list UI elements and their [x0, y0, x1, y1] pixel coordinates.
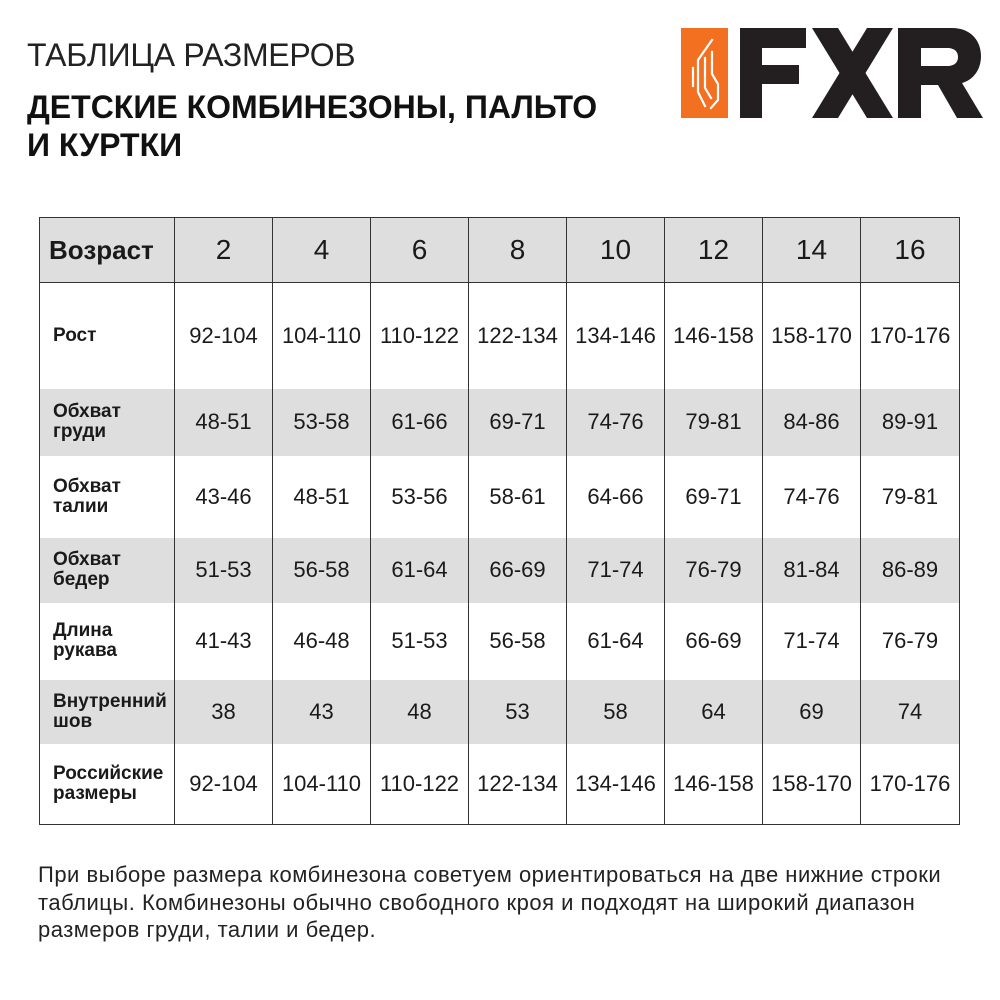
- table-cell: 79-81: [665, 389, 763, 456]
- note-line: таблицы. Комбинезоны обычно свободного кроя и подходят на широкий диапазон: [38, 889, 916, 915]
- fxr-wordmark: [740, 28, 983, 118]
- row-waist-girth: [40, 456, 960, 538]
- row-sleeve-length: [40, 603, 960, 680]
- note-line: При выборе размера комбинезона советуем ориентироваться на две нижние строки: [38, 862, 942, 887]
- table-cell: 56-58: [469, 603, 567, 680]
- table-cell: 53-58: [273, 389, 371, 456]
- table-cell: 158-170: [763, 283, 861, 389]
- row-label-text: Внутренний шов: [53, 690, 167, 732]
- table-cell: 170-176: [861, 744, 960, 825]
- table-cell: 41-43: [175, 603, 273, 680]
- table-cell: 74-76: [567, 389, 665, 456]
- table-cell: 38: [175, 680, 273, 744]
- table-cell: 74: [861, 680, 960, 744]
- age-column-header: 6: [371, 218, 469, 283]
- row-chest-girth: [40, 389, 960, 456]
- table-cell: 92-104: [175, 283, 273, 389]
- row-label: [40, 603, 175, 680]
- table-cell: 69-71: [469, 389, 567, 456]
- subtitle-line: ДЕТСКИЕ КОМБИНЕЗОНЫ, ПАЛЬТО: [27, 89, 598, 125]
- table-cell: 134-146: [567, 283, 665, 389]
- table-cell: 53-56: [371, 456, 469, 538]
- table-cell: 89-91: [861, 389, 960, 456]
- row-russian-size: [40, 744, 960, 825]
- page-subtitle: [27, 88, 597, 164]
- table-cell: 69: [763, 680, 861, 744]
- row-height: [40, 283, 960, 389]
- table-cell: 158-170: [763, 744, 861, 825]
- table-cell: 51-53: [175, 538, 273, 603]
- table-cell: 56-58: [273, 538, 371, 603]
- table-cell: 146-158: [665, 283, 763, 389]
- row-label: [40, 680, 175, 744]
- row-label: [40, 538, 175, 603]
- row-label-text: Обхват бедер: [53, 549, 121, 590]
- table-cell: 76-79: [665, 538, 763, 603]
- table-cell: 71-74: [567, 538, 665, 603]
- table-cell: 84-86: [763, 389, 861, 456]
- sizing-note: [38, 861, 941, 944]
- table-cell: 66-69: [665, 603, 763, 680]
- fxr-mark-icon: [681, 28, 728, 118]
- table-cell: 170-176: [861, 283, 960, 389]
- row-label-text: Российские размеры: [53, 762, 164, 804]
- table-cell: 122-134: [469, 744, 567, 825]
- table-cell: 48-51: [175, 389, 273, 456]
- table-cell: 43: [273, 680, 371, 744]
- table-cell: 110-122: [371, 283, 469, 389]
- subtitle-line: И КУРТКИ: [27, 127, 183, 163]
- table-cell: 46-48: [273, 603, 371, 680]
- row-label: [40, 456, 175, 538]
- row-label: [40, 389, 175, 456]
- table-cell: 146-158: [665, 744, 763, 825]
- age-column-header: 16: [861, 218, 960, 283]
- row-label-text: Обхват талии: [53, 475, 121, 517]
- table-cell: 110-122: [371, 744, 469, 825]
- table-cell: 69-71: [665, 456, 763, 538]
- age-column-header: 14: [763, 218, 861, 283]
- table-cell: 64-66: [567, 456, 665, 538]
- table-cell: 74-76: [763, 456, 861, 538]
- page-title: ТАБЛИЦА РАЗМЕРОВ: [27, 37, 356, 73]
- table-cell: 81-84: [763, 538, 861, 603]
- row-label-text: Длина рукава: [53, 620, 117, 661]
- age-column-header: 2: [175, 218, 273, 283]
- age-column-header: 8: [469, 218, 567, 283]
- table-cell: 43-46: [175, 456, 273, 538]
- table-cell: 48: [371, 680, 469, 744]
- age-column-header: 10: [567, 218, 665, 283]
- table-cell: 53: [469, 680, 567, 744]
- row-hip-girth: [40, 538, 960, 603]
- row-label-text: Обхват груди: [53, 401, 121, 442]
- table-cell: 61-64: [567, 603, 665, 680]
- table-header-row: [40, 218, 960, 283]
- fxr-logo: [681, 28, 983, 118]
- age-column-header: 4: [273, 218, 371, 283]
- age-header-label: Возраст: [40, 218, 175, 283]
- note-line: размеров груди, талии и бедер.: [38, 917, 377, 942]
- table-cell: 122-134: [469, 283, 567, 389]
- row-label: [40, 744, 175, 825]
- size-table: [39, 217, 960, 825]
- row-inseam: [40, 680, 960, 744]
- age-column-header: 12: [665, 218, 763, 283]
- table-cell: 48-51: [273, 456, 371, 538]
- row-label-text: Рост: [53, 324, 97, 346]
- table-cell: 64: [665, 680, 763, 744]
- table-cell: 58: [567, 680, 665, 744]
- table-cell: 104-110: [273, 744, 371, 825]
- table-cell: 66-69: [469, 538, 567, 603]
- row-label: [40, 283, 175, 389]
- table-cell: 134-146: [567, 744, 665, 825]
- table-cell: 92-104: [175, 744, 273, 825]
- table-cell: 79-81: [861, 456, 960, 538]
- table-cell: 61-66: [371, 389, 469, 456]
- table-cell: 76-79: [861, 603, 960, 680]
- table-cell: 51-53: [371, 603, 469, 680]
- table-cell: 58-61: [469, 456, 567, 538]
- table-cell: 71-74: [763, 603, 861, 680]
- table-cell: 86-89: [861, 538, 960, 603]
- table-cell: 61-64: [371, 538, 469, 603]
- table-cell: 104-110: [273, 283, 371, 389]
